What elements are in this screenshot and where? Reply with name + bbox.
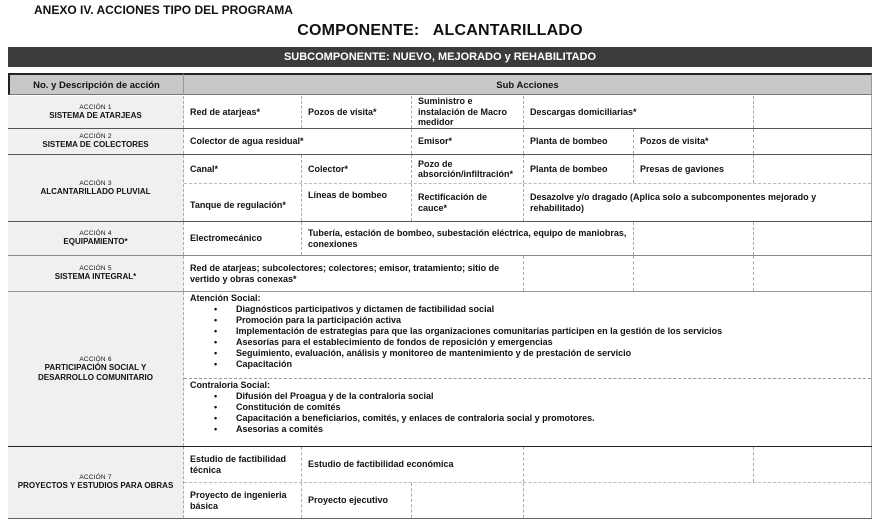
row-divider: [8, 518, 872, 519]
sub-action-cell: Descargas domiciliarias*: [524, 96, 754, 128]
social-comptroller-group: [184, 379, 871, 446]
sub-action-cell: Proyecto ejecutivo: [302, 483, 412, 518]
action-2-label: [8, 129, 184, 154]
list-item: • Constitución de comités: [184, 402, 871, 413]
sub-action-cell: Desazolve y/o dragado (Aplica solo a subcomponentes mejorado y rehabilitado): [530, 192, 817, 213]
sub-action-cell: [754, 155, 871, 183]
sub-action-cell: Canal*: [184, 155, 302, 183]
sub-action-cell: Estudio de factibilidad técnica: [184, 447, 302, 482]
sub-action-cell: Red de atarjeas; subcolectores; colectores; emisor, tratamiento; sitio de vertido y obras conexas*: [184, 256, 524, 291]
action-name: SISTEMA DE ATARJEAS: [49, 110, 142, 120]
action-name: PARTICIPACIÓN SOCIAL Y DESARROLLO COMUNITARIO: [38, 362, 153, 382]
social-attention-list: [184, 304, 871, 370]
sub-action-cell: Planta de bombeo: [524, 129, 634, 154]
sub-action-cell: Tanque de regulación*: [184, 184, 302, 221]
action-number: ACCIÓN 1: [79, 103, 112, 111]
action-4-label: [8, 222, 184, 255]
action-name: SISTEMA INTEGRAL*: [54, 272, 137, 281]
sub-action-cell: [754, 222, 871, 255]
sub-action-cell: Rectificación de cauce*: [412, 184, 524, 221]
list-item: • Capacitación a beneficiarios, comités, y enlaces de contraloria social y promotores.: [184, 413, 871, 424]
action-number: ACCIÓN 5: [79, 265, 112, 272]
sub-action-cell: Colector de agua residual*: [184, 129, 412, 154]
action-number: ACCIÓN 7: [79, 474, 112, 481]
list-item: • Seguimiento, evaluación, análisis y monitoreo de mantenimiento y de prestación de servicio: [184, 348, 871, 359]
component-title: COMPONENTE: ALCANTARILLADO: [297, 22, 583, 39]
list-item: • Promoción para la participación activa: [184, 315, 871, 326]
sub-action-cell: Colector*: [302, 155, 412, 183]
sub-action-cell: [754, 256, 871, 291]
header-sub-actions: Sub Acciones: [184, 73, 872, 95]
sub-action-cell: Electromecánico: [184, 222, 302, 255]
action-number: ACCIÓN 3: [79, 179, 112, 187]
social-attention-group: [184, 292, 871, 378]
action-name: PROYECTOS Y ESTUDIOS PARA OBRAS: [17, 481, 174, 490]
action-3-label: [8, 155, 184, 221]
list-item: • Difusión del Proagua y de la contraloria social: [184, 391, 871, 402]
action-6-label: [8, 292, 184, 446]
table-right-border: [871, 95, 872, 518]
action-name: SISTEMA DE COLECTORES: [42, 140, 149, 149]
list-item: • Diagnósticos participativos y dictamen de factibilidad social: [184, 304, 871, 315]
list-item: • Capacitación: [184, 359, 871, 370]
action-7-label: [8, 447, 184, 518]
sub-action-cell: Red de atarjeas*: [184, 96, 302, 128]
sub-action-cell: Pozo de absorción/infiltración*: [412, 155, 524, 183]
group-title: Contraloria Social:: [190, 380, 271, 390]
sub-action-cell: [524, 483, 871, 518]
annex-title: ANEXO IV. ACCIONES TIPO DEL PROGRAMA: [34, 3, 293, 17]
sub-action-cell: Líneas de bombeo: [302, 184, 412, 221]
sub-action-cell: [634, 222, 754, 255]
action-1-label: [8, 96, 184, 128]
sub-action-cell: Planta de bombeo: [524, 155, 634, 183]
action-number: ACCIÓN 4: [79, 230, 112, 237]
list-item: • Asesorías para el establecimiento de fondos de reposición y emergencias: [184, 337, 871, 348]
action-name: ALCANTARILLADO PLUVIAL: [40, 186, 151, 196]
action-5-label: [8, 256, 184, 291]
sub-action-cell: [524, 447, 754, 482]
action-name: EQUIPAMIENTO*: [63, 237, 128, 246]
sub-action-cell: [754, 96, 871, 128]
sub-action-cell: [754, 129, 871, 154]
sub-action-cell: Pozos de visita*: [634, 129, 754, 154]
social-comptroller-list: [184, 391, 871, 435]
header-action-description: No. y Descripción de acción: [8, 73, 184, 95]
sub-action-cell: [754, 447, 871, 482]
sub-action-cell: Suministro e instalación de Macro medidor: [412, 96, 524, 128]
sub-action-cell: Pozos de visita*: [302, 96, 412, 128]
sub-action-cell: [634, 256, 754, 291]
list-item: • Implementación de estrategias para que las organizaciones comunitarias participen en la gestión de los servicios: [184, 326, 871, 337]
sub-action-cell: Emisor*: [412, 129, 524, 154]
group-title: Atención Social:: [190, 293, 261, 303]
list-item: • Asesorias a comités: [184, 424, 871, 435]
sub-action-cell: Estudio de factibilidad económica: [302, 447, 524, 482]
action-number: ACCIÓN 2: [79, 133, 112, 140]
subcomponent-bar: SUBCOMPONENTE: NUEVO, MEJORADO y REHABILITADO: [8, 47, 872, 67]
sub-action-cell: Proyecto de ingenieria básica: [184, 483, 302, 518]
action-number: ACCIÓN 6: [79, 355, 112, 363]
sub-action-cell: Tubería, estación de bombeo, subestación eléctrica, equipo de maniobras, conexiones: [302, 222, 634, 255]
sub-action-cell: [412, 483, 524, 518]
sub-action-cell: Presas de gaviones: [634, 155, 754, 183]
sub-action-cell: [524, 256, 634, 291]
